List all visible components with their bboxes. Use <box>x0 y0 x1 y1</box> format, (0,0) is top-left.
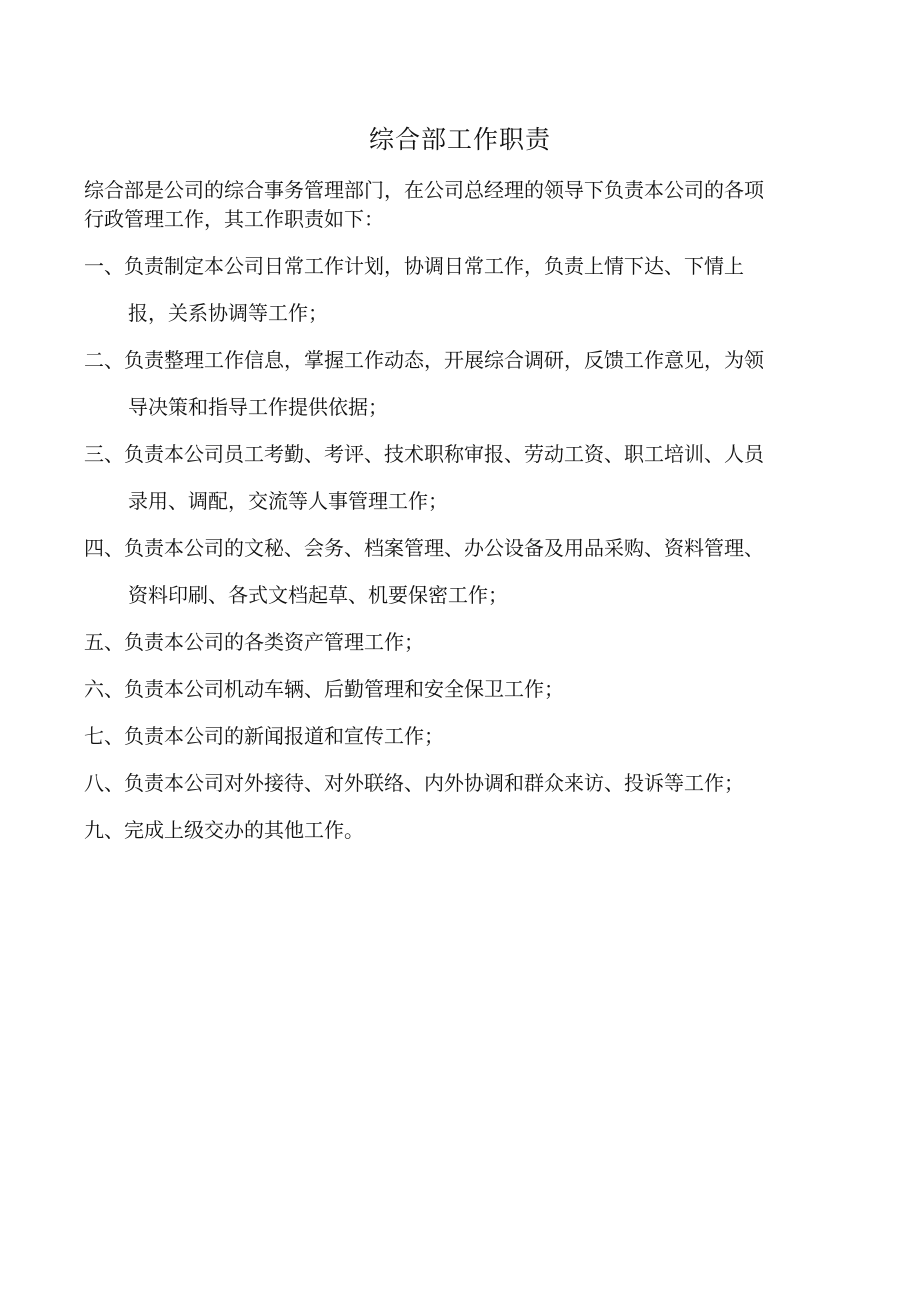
duty-line-continued: 报，关系协调等工作； <box>128 301 328 325</box>
duty-item-8 <box>84 765 844 812</box>
duty-line: 八、负责本公司对外接待、对外联络、内外协调和群众来访、投诉等工作； <box>84 771 744 795</box>
intro-line: 综合部是公司的综合事务管理部门，在公司总经理的领导下负责本公司的各项 <box>84 178 764 202</box>
duty-item-1 <box>84 248 844 342</box>
duty-line: 七、负责本公司的新闻报道和宣传工作； <box>84 724 444 748</box>
duty-item-4 <box>84 530 844 624</box>
duty-line: 二、负责整理工作信息，掌握工作动态，开展综合调研，反馈工作意见，为领 <box>84 348 764 372</box>
duty-item-9 <box>84 812 844 859</box>
duty-line-continued: 资料印刷、各式文档起草、机要保密工作； <box>128 583 508 607</box>
duty-item-5 <box>84 624 844 671</box>
duty-line: 九、完成上级交办的其他工作。 <box>84 818 364 842</box>
duty-line-continued: 导决策和指导工作提供依据； <box>128 395 388 419</box>
duty-line: 五、负责本公司的各类资产管理工作； <box>84 630 424 654</box>
duty-item-6 <box>84 671 844 718</box>
duty-item-3 <box>84 436 844 530</box>
document-title: 综合部工作职责 <box>368 125 551 154</box>
duty-line: 六、负责本公司机动车辆、后勤管理和安全保卫工作； <box>84 677 564 701</box>
duty-line-continued: 录用、调配，交流等人事管理工作； <box>128 489 448 513</box>
duty-item-2 <box>84 342 844 436</box>
intro-paragraph <box>84 176 834 234</box>
duty-item-7 <box>84 718 844 765</box>
duty-line: 三、负责本公司员工考勤、考评、技术职称审报、劳动工资、职工培训、人员 <box>84 442 764 466</box>
duties-list <box>84 248 844 859</box>
duty-line: 四、负责本公司的文秘、会务、档案管理、办公设备及用品采购、资料管理、 <box>84 536 764 560</box>
duty-line: 一、负责制定本公司日常工作计划，协调日常工作，负责上情下达、下情上 <box>84 254 744 278</box>
intro-line: 行政管理工作，其工作职责如下： <box>84 207 384 231</box>
